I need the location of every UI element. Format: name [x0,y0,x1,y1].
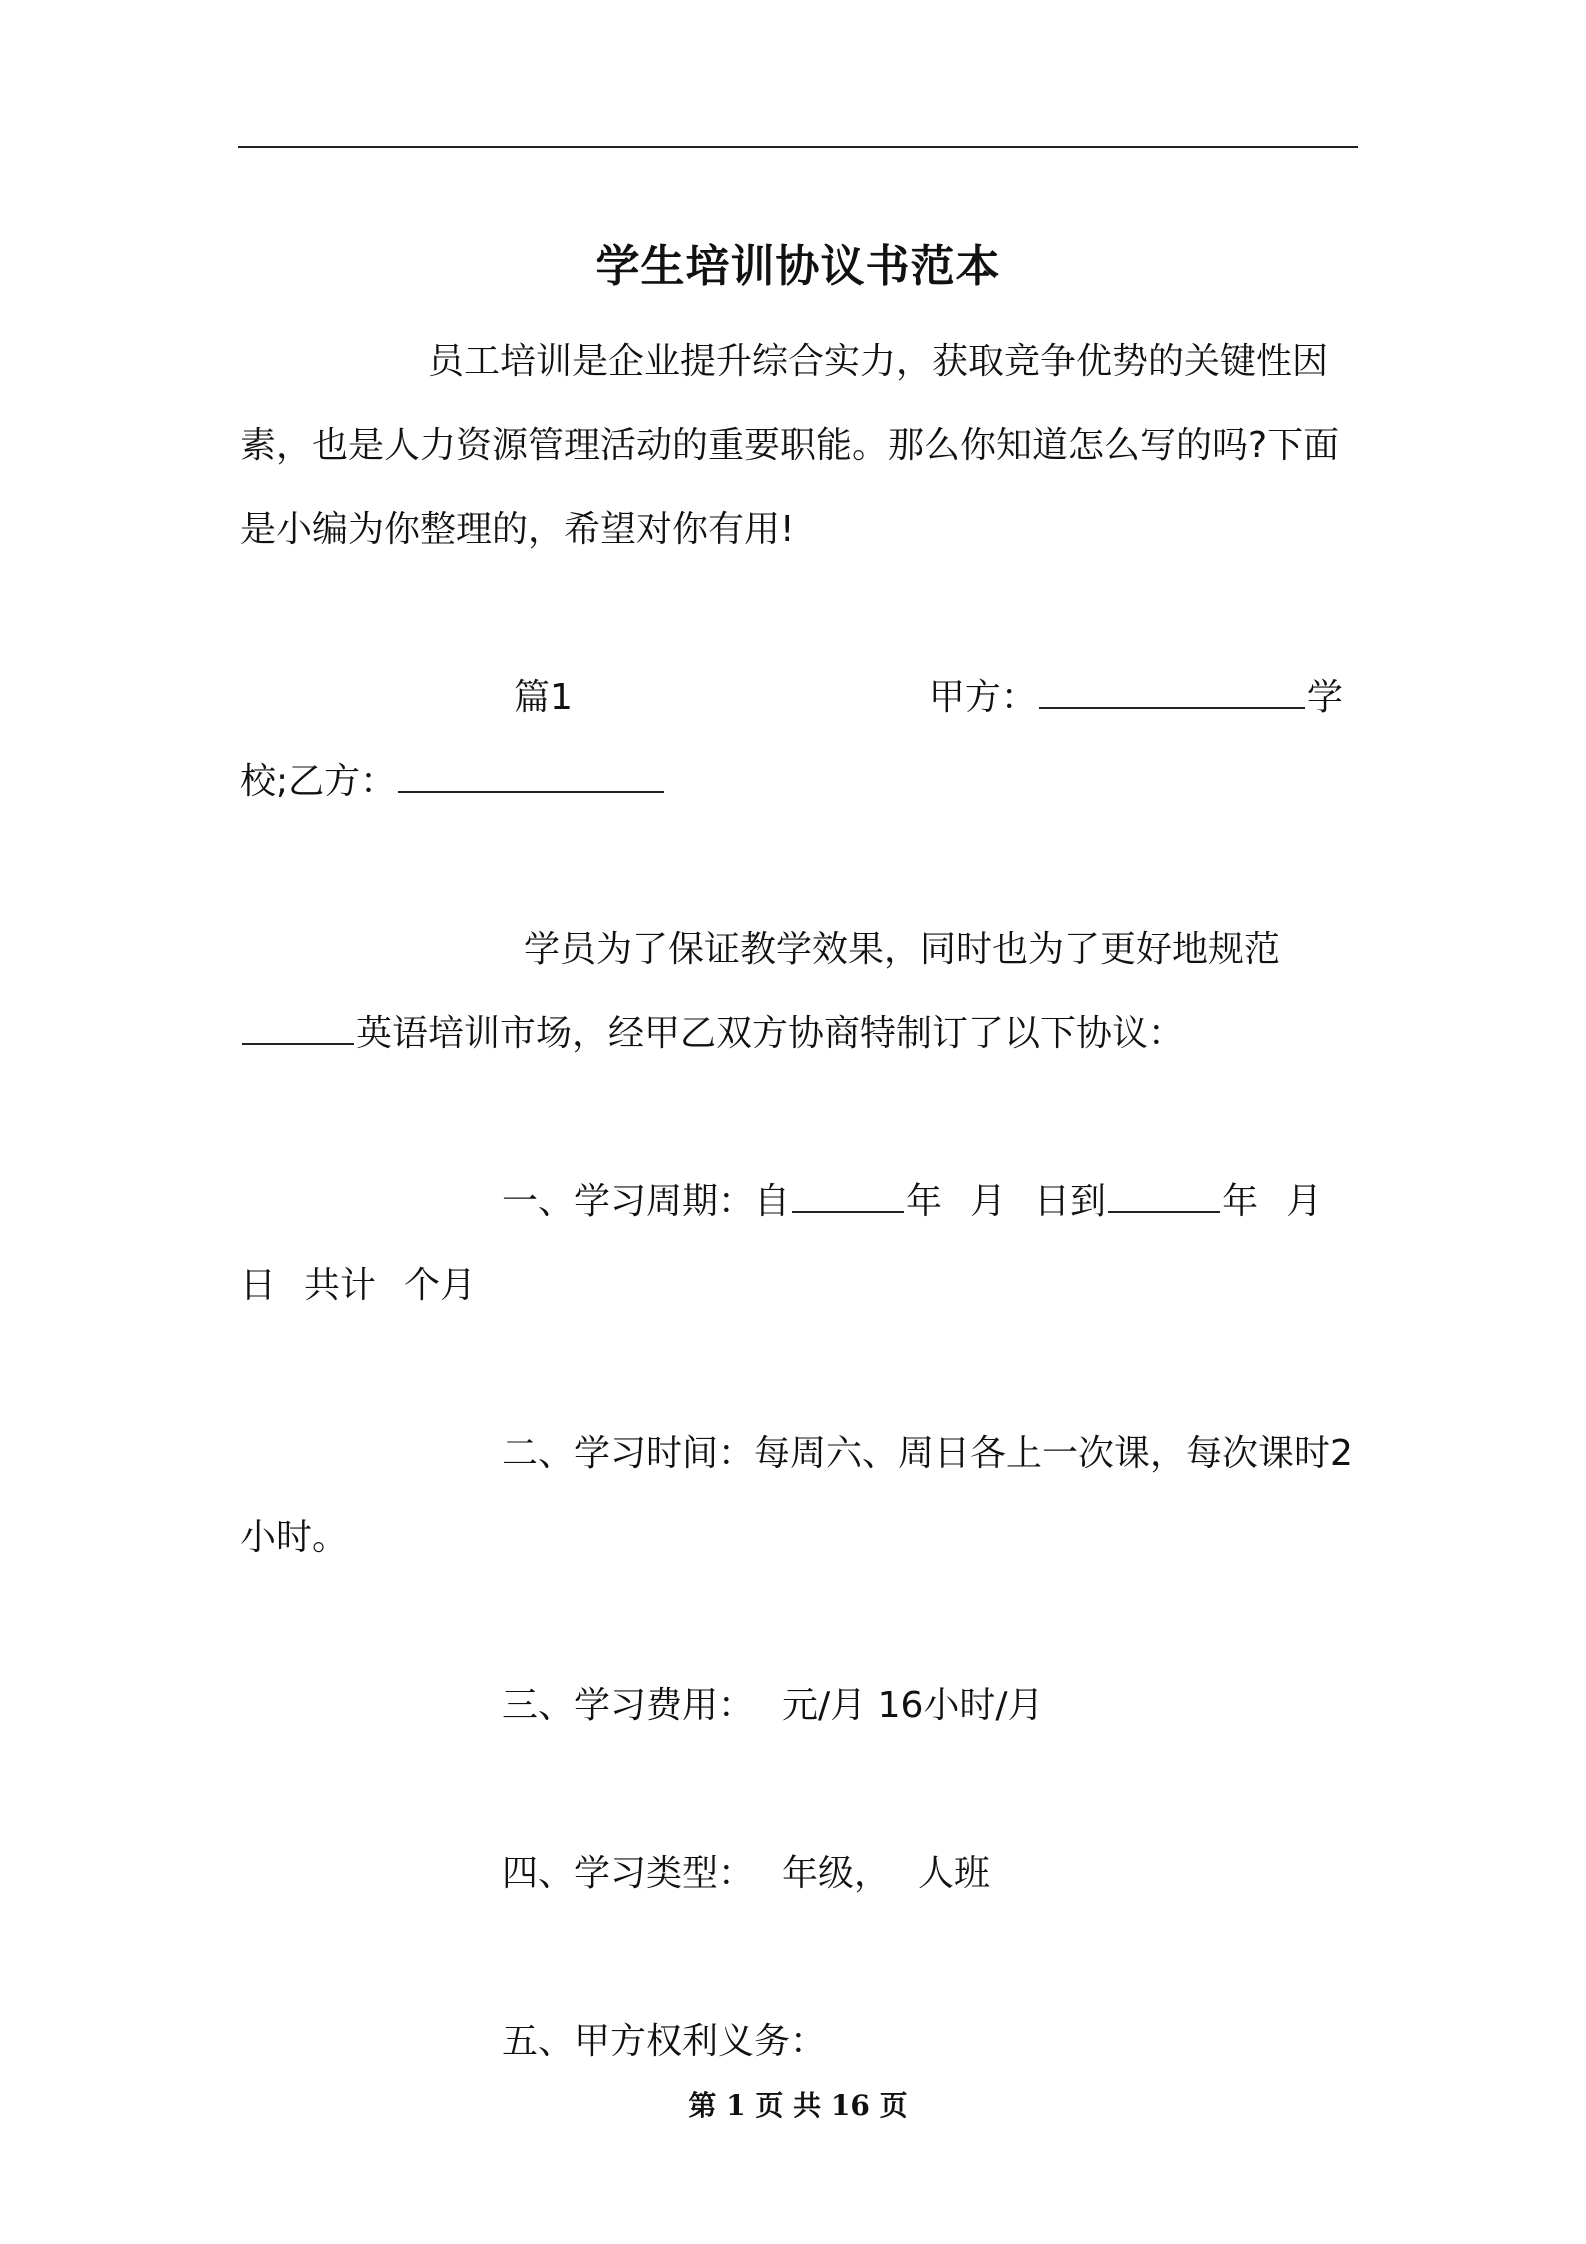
type-grade: 年级， [782,1853,891,1894]
period-year-blank-1 [792,1181,904,1213]
header-rule [238,146,1358,148]
period-total: 共计 [304,1265,377,1306]
purpose-text-2: 英语培训市场，经甲乙双方协商特制订了以下协议： [356,1013,1185,1054]
period-lead: 一、学习周期：自 [502,1181,791,1222]
period-day-to: 日到 [1034,1181,1107,1222]
section-label: 篇1 [514,677,573,718]
parties-paragraph [240,656,1358,824]
period-year-2: 年 [1222,1181,1259,1222]
clause-type [240,1832,1358,1916]
period-month-2: 月 [1286,1181,1323,1222]
clause-period [240,1160,1358,1328]
intro-paragraph: 员工培训是企业提升综合实力，获取竞争优势的关键性因素，也是人力资源管理活动的重要职能。那么你知道怎么写的吗?下面是小编为你整理的，希望对你有用! [240,341,1340,550]
party-b-label: 乙方： [288,761,397,802]
fee-value: 元/月 16小时/月 [782,1685,1044,1726]
party-a-blank [1039,677,1305,709]
type-label: 四、学习类型： [502,1853,755,1894]
purpose-text-1: 学员为了保证教学效果，同时也为了更好地规范 [524,929,1281,970]
page-footer: 第 1 页 共 16 页 [688,2089,908,2122]
purpose-paragraph [240,908,1358,1076]
clause-time: 二、学习时间：每周六、周日各上一次课，每次课时2小时。 [240,1433,1353,1558]
type-class: 人班 [918,1853,991,1894]
period-year-1: 年 [906,1181,943,1222]
document-title: 学生培训协议书范本 [595,241,1001,293]
clause-rights: 五、甲方权利义务： [502,2021,827,2062]
purpose-blank [242,1013,354,1045]
clause-fee [240,1664,1358,1748]
party-b-blank [398,761,664,793]
party-a-label: 甲方： [928,677,1037,718]
period-months: 个月 [404,1265,477,1306]
party-a-suffix: 学校; [240,677,1343,802]
period-year-blank-2 [1108,1181,1220,1213]
fee-label: 三、学习费用： [502,1685,755,1726]
period-day-2: 日 [240,1265,277,1306]
period-month-1: 月 [970,1181,1007,1222]
